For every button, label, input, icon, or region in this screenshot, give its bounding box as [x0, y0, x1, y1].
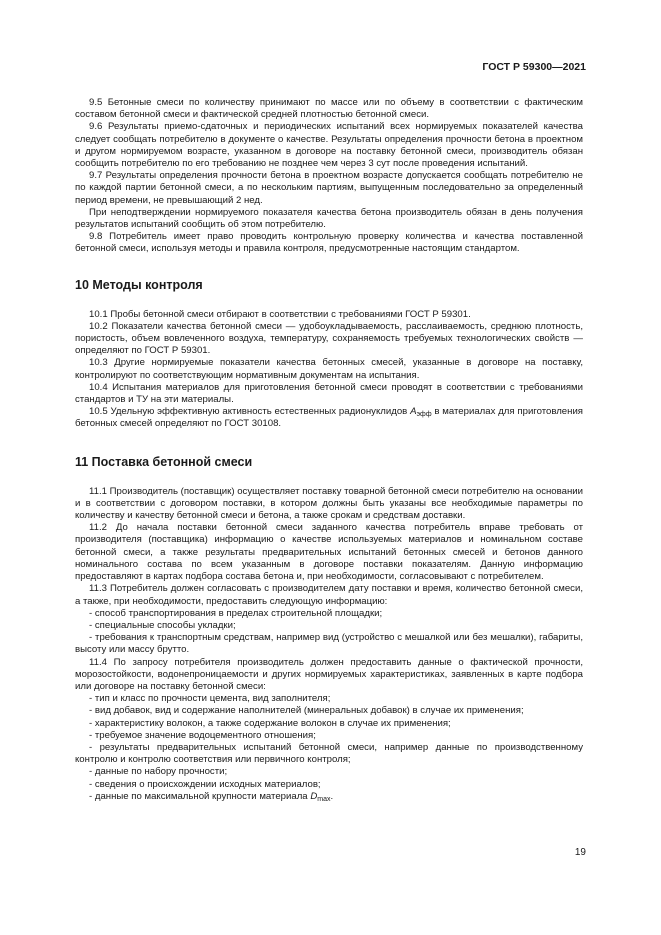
paragraph-9-7-note: При неподтверждении нормируемого показателя качества бетона производитель обязан в день получения результатов испытаний сообщить об этом потребителю. — [75, 206, 583, 231]
max-size-subscript: max — [317, 795, 331, 803]
paragraph-11-3: 11.3 Потребитель должен согласовать с производителем дату поставки и время, количество бетонной смеси, а также, при необходимости, предоставить следующую информацию: — [75, 583, 583, 607]
paragraph-10-5-text-b: в материалах для приготовления бетонных смесей определяют по ГОСТ 30108. — [75, 406, 583, 430]
list-item: - тип и класс по прочности цемента, вид заполнителя; — [89, 693, 331, 705]
max-size-symbol: D — [310, 790, 318, 802]
paragraph-9-6: 9.6 Результаты приемо-сдаточных и периодических испытаний всех нормируемых показателей качества следует сообщать потребителю в документе о качестве. Результаты определения прочности бетона в проектном и другом нормируемом возрасте, указанном в договоре на поставку бетонной смеси, производитель обязан сообщить потребителю по его требованию не позднее чем через 3 сут после проведения испытаний. — [75, 121, 583, 170]
paragraph-11-1: 11.1 Производитель (поставщик) осуществляет поставку товарной бетонной смеси потребителю на основании и в соответствии с договором поставки, в котором должны быть указаны все необходимые параметры по количеству и качеству бетонной смеси и бетона, а также срокам и средствам доставки. — [75, 485, 583, 522]
list-item: - вид добавок, вид и содержание наполнителей (минеральных добавок) в случае их применения; — [89, 705, 524, 717]
page-content — [75, 97, 583, 803]
paragraph-11-4: 11.4 По запросу потребителя производитель должен предоставить данные о фактической прочности, морозостойкости, водонепроницаемости и других нормируемых характеристиках, заявленных в карте подбора или договоре на поставку бетонной смеси: — [75, 656, 583, 692]
paragraph-9-5: 9.5 Бетонные смеси по количеству принимают по массе или по объему в соответствии с фактическим составом бетонной смеси и фактической средней плотностью бетонной смеси. — [75, 97, 583, 121]
list-item: - данные по набору прочности; — [89, 766, 228, 778]
paragraph-10-4: 10.4 Испытания материалов для приготовления бетонной смеси проводят в соответствии с требованиями стандартов и ТУ на эти материалы. — [75, 381, 583, 406]
paragraph-10-2: 10.2 Показатели качества бетонной смеси — удобоукладываемость, расслаиваемость, среднюю плотность, пористость, объем вовлеченного воздуха, температуру, сохраняемость требуемых технологических свойств — определяют по ГОСТ Р 59301. — [75, 320, 583, 357]
max-size-text-a: - данные по максимальной крупности материала — [89, 790, 311, 802]
max-size-text-b: . — [330, 790, 334, 802]
list-item: - требования к транспортным средствам, например вид (устройство с мешалкой или без мешалки), габариты, высоту или массу брутто. — [75, 632, 583, 656]
list-item: - результаты предварительных испытаний бетонной смеси, например данные по производственному контролю и контролю соответствия или первичного контроля; — [75, 741, 583, 766]
section-10-heading: 10 Методы контроля — [75, 277, 203, 292]
list-item: - специальные способы укладки; — [89, 619, 236, 631]
list-item: - требуемое значение водоцементного отношения; — [89, 729, 316, 741]
paragraph-10-3: 10.3 Другие нормируемые показатели качества бетонных смесей, указанные в договоре на поставку, контролируют по соответствующим нормативным документам на испытания. — [75, 357, 583, 381]
paragraph-9-8: 9.8 Потребитель имеет право проводить контрольную проверку количества и качества поставленной бетонной смеси, используя методы и правила контроля, предусмотренные настоящим стандартом. — [75, 231, 583, 255]
paragraph-11-2: 11.2 До начала поставки бетонной смеси заданного качества потребитель вправе требовать от производителя (поставщика) информацию о качестве используемых материалов и номинальном составе бетонной смеси, а также результаты предварительных испытаний бетонных смесей и бетонов данного номинального состава по всем указанным в договоре поставки показателям. Данную информацию предоставляют в картах подбора состава бетона и, при необходимости, согласовывают с потребителем. — [75, 522, 583, 583]
paragraph-9-7: 9.7 Результаты определения прочности бетона в проектном возрасте допускается сообщать потребителю не по каждой партии бетонной смеси, а по нескольким партиям, выпущенным последовательно за определенный период времени, не превышающий 2 нед. — [75, 170, 583, 206]
page-number: 19 — [574, 847, 586, 858]
paragraph-10-1: 10.1 Пробы бетонной смеси отбирают в соответствии с требованиями ГОСТ Р 59301. — [89, 308, 471, 320]
paragraph-10-5 — [75, 406, 583, 430]
document-code: ГОСТ Р 59300—2021 — [482, 61, 586, 73]
list-item-max-size — [75, 791, 583, 803]
paragraph-10-5-text-a: 10.5 Удельную эффективную активность естественных радионуклидов — [89, 406, 411, 418]
list-item: - сведения о происхождении исходных материалов; — [89, 778, 321, 790]
activity-subscript: эфф — [416, 411, 432, 419]
section-11-heading: 11 Поставка бетонной смеси — [75, 454, 253, 469]
activity-symbol: A — [410, 406, 417, 418]
list-item: - характеристику волокон, а также содержание волокон в случае их применения; — [89, 717, 451, 729]
list-item: - способ транспортирования в пределах строительной площадки; — [89, 607, 383, 619]
